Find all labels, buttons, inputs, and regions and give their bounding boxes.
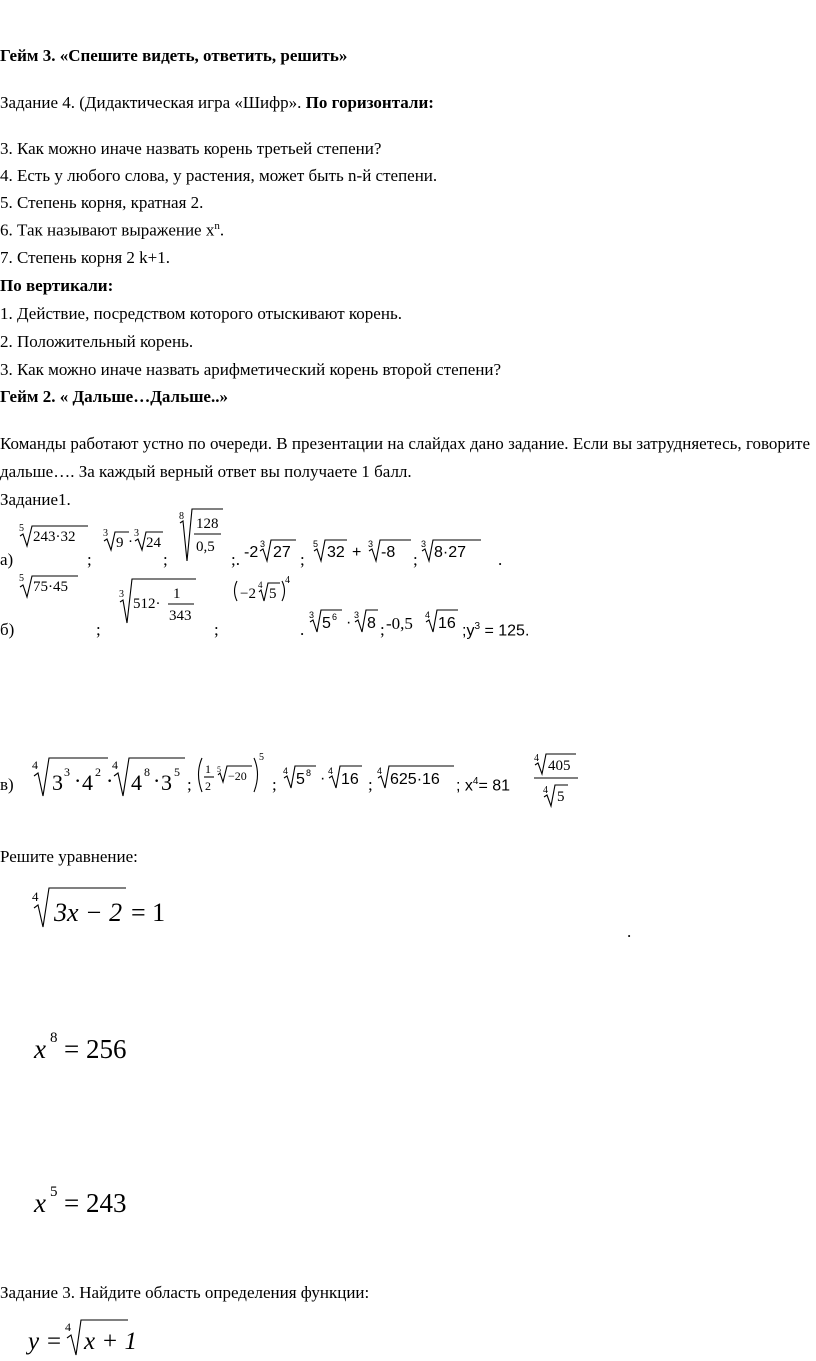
row-v-e1-dot-3: · bbox=[153, 768, 161, 793]
row-a-e3-den: 0,5 bbox=[196, 539, 215, 555]
row-v-e3-r2: 16 bbox=[341, 771, 359, 788]
row-v-e5-den: 5 bbox=[557, 789, 565, 805]
row-v-sep-1: ; bbox=[187, 775, 192, 794]
row-b-e3-dot: · bbox=[346, 614, 352, 631]
eq1-rad: 3x − 2 bbox=[54, 898, 123, 927]
row-a-e3-num: 128 bbox=[196, 516, 219, 532]
horizontal-item-4: 4. Есть у любого слова, у растения, может быть n-й степени. bbox=[0, 166, 438, 185]
row-v-expr-3 bbox=[282, 764, 366, 792]
row-a-e4-index: 3 bbox=[260, 539, 266, 549]
row-b-e3-r2: 8 bbox=[367, 615, 376, 632]
row-a-expr-3 bbox=[177, 505, 225, 565]
row-b-equation bbox=[462, 621, 529, 640]
row-v-e1-dot: · bbox=[74, 768, 82, 793]
row-v-sep-2: ; bbox=[272, 775, 277, 794]
horizontal-item-3: 3. Как можно иначе назвать корень третьей степени? bbox=[0, 139, 382, 158]
row-b-e3-exp: 6 bbox=[332, 612, 338, 622]
row-v-e1-i2: 4 bbox=[112, 758, 118, 772]
row-v-e1-d: 3 bbox=[161, 770, 172, 795]
row-v-e5-i1: 4 bbox=[534, 753, 539, 764]
func-index: 4 bbox=[65, 1320, 71, 1334]
horizontal-item-6-sup: n bbox=[214, 220, 220, 232]
row-b-expr-4 bbox=[386, 608, 462, 636]
row-b-e3-base: 5 bbox=[322, 615, 331, 632]
row-a-expr-2 bbox=[103, 528, 163, 554]
row-b-e3-i1: 3 bbox=[309, 610, 315, 620]
task3-function bbox=[28, 1318, 138, 1358]
row-a-sep-1: ; bbox=[87, 550, 92, 569]
row-a-e1-den: 75·45 bbox=[33, 579, 68, 595]
eq3-rhs: = 243 bbox=[64, 1188, 127, 1218]
row-v-e1-a-exp: 3 bbox=[64, 765, 70, 779]
row-b-e2-index: 4 bbox=[258, 580, 263, 590]
row-b-e2-rad: 5 bbox=[269, 586, 277, 602]
row-a-e2-r1: 9 bbox=[116, 535, 124, 551]
row-v-e2-frac-den: 2 bbox=[205, 779, 211, 793]
row-a-e5-i2: 3 bbox=[368, 539, 374, 549]
row-v-e5-i2: 4 bbox=[543, 785, 548, 796]
row-a-sep-6: . bbox=[498, 550, 503, 569]
horizontal-label: По горизонтали: bbox=[305, 93, 434, 112]
row-b-e1-rad: 512· bbox=[133, 596, 161, 612]
func-lhs: y = bbox=[28, 1328, 63, 1355]
row-b-sep-3: . bbox=[300, 620, 305, 639]
row-b-e2-coef: −2 bbox=[240, 586, 256, 602]
eq2-rhs: = 256 bbox=[64, 1034, 127, 1064]
row-b-e4-index: 4 bbox=[425, 610, 431, 620]
game3-title: Гейм 3. «Спешите видеть, ответить, решить» bbox=[0, 46, 348, 65]
row-v-e2-index: 5 bbox=[217, 765, 221, 774]
row-b-expr-1 bbox=[118, 575, 198, 627]
row-a-expr-6 bbox=[421, 538, 483, 564]
horizontal-item-6-text: 6. Так называют выражение x bbox=[0, 220, 215, 240]
row-b-label: б) bbox=[0, 620, 15, 639]
task4-intro-line bbox=[0, 93, 434, 113]
row-a-e1-index: 5 bbox=[19, 523, 24, 534]
row-a-e4-rad: 27 bbox=[273, 544, 291, 561]
task1-label: Задание1. bbox=[0, 490, 71, 509]
row-v-e5-num: 405 bbox=[548, 758, 571, 774]
row-a-e2-i1: 3 bbox=[103, 528, 108, 539]
func-rad: x + 1 bbox=[84, 1328, 137, 1355]
row-b-e1-frac-den: 343 bbox=[169, 608, 192, 624]
row-v-e3-i2: 4 bbox=[328, 766, 334, 776]
row-v-e1-index: 4 bbox=[32, 758, 38, 772]
row-b-e3-i2: 3 bbox=[354, 610, 360, 620]
row-a-e5-r1: 32 bbox=[327, 544, 345, 561]
row-v-e3-dot: · bbox=[320, 770, 326, 787]
row-a-sep-2: ; bbox=[163, 550, 168, 569]
row-a-sep-3: ;. bbox=[231, 550, 240, 569]
row-v-e4-index: 4 bbox=[377, 766, 383, 776]
row-a-label: а) bbox=[0, 550, 14, 569]
row-b-sep-4: ; bbox=[380, 620, 385, 639]
row-v-e3-exp: 8 bbox=[306, 768, 312, 778]
row-b-e1-index: 3 bbox=[119, 589, 124, 600]
row-a-e3-index: 8 bbox=[179, 511, 184, 522]
row-v-e1-a: 3 bbox=[52, 770, 63, 795]
row-a-sep-4: ; bbox=[300, 550, 305, 569]
row-v-equation bbox=[456, 776, 510, 795]
row-a-expr-4 bbox=[244, 538, 304, 564]
eq3-exp: 5 bbox=[50, 1184, 58, 1200]
row-v-e1-d-exp: 5 bbox=[174, 765, 180, 779]
row-v-e2-exp: 5 bbox=[259, 752, 264, 763]
row-v-expr-2 bbox=[196, 752, 268, 798]
row-v-e1-b: 4 bbox=[82, 770, 93, 795]
row-a-e2-i2: 3 bbox=[134, 528, 139, 539]
eq3-base: x bbox=[34, 1188, 46, 1218]
paren-right bbox=[254, 758, 258, 792]
horizontal-item-6 bbox=[0, 220, 224, 241]
row-v-expr-5 bbox=[532, 750, 580, 808]
task4-intro: Задание 4. (Дидактическая игра «Шифр». bbox=[0, 93, 302, 112]
rules-paragraph: Команды работают устно по очереди. В презентации на слайдах дано задание. Если вы затрудняетесь, говорите дальше…. За каждый верный ответ вы получаете 1 балл. bbox=[0, 434, 810, 481]
row-v-eq-var: x bbox=[464, 777, 473, 795]
row-b-eq-rhs: = 125. bbox=[480, 622, 530, 640]
row-v-e3-i1: 4 bbox=[283, 766, 289, 776]
row-v-e1-b-exp: 2 bbox=[95, 765, 101, 779]
row-b-eq-sup: 3 bbox=[474, 621, 481, 632]
paren-left bbox=[199, 758, 203, 792]
row-a-e5-op: + bbox=[352, 544, 362, 561]
row-v-sep-3: ; bbox=[368, 775, 373, 794]
row-a-e1-num: 243·32 bbox=[33, 529, 76, 545]
row-a-e1-index-2: 5 bbox=[19, 573, 24, 584]
game2-title: Гейм 2. « Дальше…Дальше..» bbox=[0, 387, 228, 406]
row-b-e4-rad: 16 bbox=[438, 615, 456, 632]
row-v-expr-4 bbox=[376, 764, 456, 792]
row-a-e6-rad: 8·27 bbox=[434, 544, 467, 561]
vertical-item-3: 3. Как можно иначе назвать арифметический корень второй степени? bbox=[0, 360, 502, 379]
row-b-eq-var: y bbox=[466, 622, 475, 640]
row-v-expr-1 bbox=[32, 754, 187, 800]
row-v-e3-base: 5 bbox=[296, 771, 305, 788]
row-a-e2-dot: · bbox=[128, 534, 133, 550]
row-v-eq-rhs: = 81 bbox=[478, 777, 511, 795]
row-v-e2-frac-num: 1 bbox=[205, 762, 211, 776]
equation-1 bbox=[32, 885, 182, 931]
row-b-expr-2 bbox=[232, 575, 294, 607]
row-a-expr-1 bbox=[18, 522, 88, 604]
horizontal-item-6-end: . bbox=[219, 220, 225, 240]
row-b-e4-coef: -0,5 bbox=[386, 614, 413, 633]
row-v-e2-rad: −20 bbox=[228, 769, 247, 783]
vertical-label: По вертикали: bbox=[0, 276, 114, 295]
eq2-base: x bbox=[34, 1034, 46, 1064]
row-v-sep-4: ; bbox=[456, 777, 461, 795]
equation-3 bbox=[34, 1182, 154, 1222]
row-a-expr-5 bbox=[313, 538, 413, 564]
paren-left bbox=[235, 581, 238, 601]
vertical-item-1: 1. Действие, посредством которого отыскивают корень. bbox=[0, 304, 402, 323]
eq1-rhs: = 1 bbox=[131, 898, 166, 927]
row-v-e1-c: 4 bbox=[131, 770, 142, 795]
row-a-e6-index: 3 bbox=[421, 539, 427, 549]
horizontal-item-7: 7. Степень корня 2 k+1. bbox=[0, 248, 170, 267]
stray-dot: . bbox=[627, 922, 632, 941]
row-a-e5-i1: 5 bbox=[313, 539, 319, 549]
task3-label: Задание 3. Найдите область определения функции: bbox=[0, 1283, 370, 1302]
row-a-e5-r2: -8 bbox=[381, 544, 396, 561]
equation-2 bbox=[34, 1028, 154, 1068]
eq2-exp: 8 bbox=[50, 1030, 58, 1046]
row-b-sep-2: ; bbox=[214, 620, 219, 639]
row-b-sep-1: ; bbox=[96, 620, 101, 639]
eq1-index: 4 bbox=[32, 889, 39, 904]
row-a-e2-r2: 24 bbox=[146, 535, 161, 551]
row-b-e1-frac-num: 1 bbox=[173, 586, 181, 602]
row-v-eq-sup: 4 bbox=[472, 776, 479, 787]
solve-label: Решите уравнение: bbox=[0, 847, 138, 866]
row-a-e4-coef: -2 bbox=[244, 544, 259, 561]
row-v-label: в) bbox=[0, 775, 14, 794]
row-a-sep-5: ; bbox=[413, 550, 418, 569]
vertical-item-2: 2. Положительный корень. bbox=[0, 332, 194, 351]
row-b-e2-exp: 4 bbox=[285, 575, 290, 586]
row-v-e1-dot-2: · bbox=[106, 768, 114, 793]
horizontal-item-5: 5. Степень корня, кратная 2. bbox=[0, 193, 204, 212]
row-v-e4-rad: 625·16 bbox=[390, 771, 440, 788]
row-b-expr-3 bbox=[308, 608, 378, 636]
row-b-sep-5: ; bbox=[462, 622, 467, 640]
row-v-e1-c-exp: 8 bbox=[144, 765, 150, 779]
